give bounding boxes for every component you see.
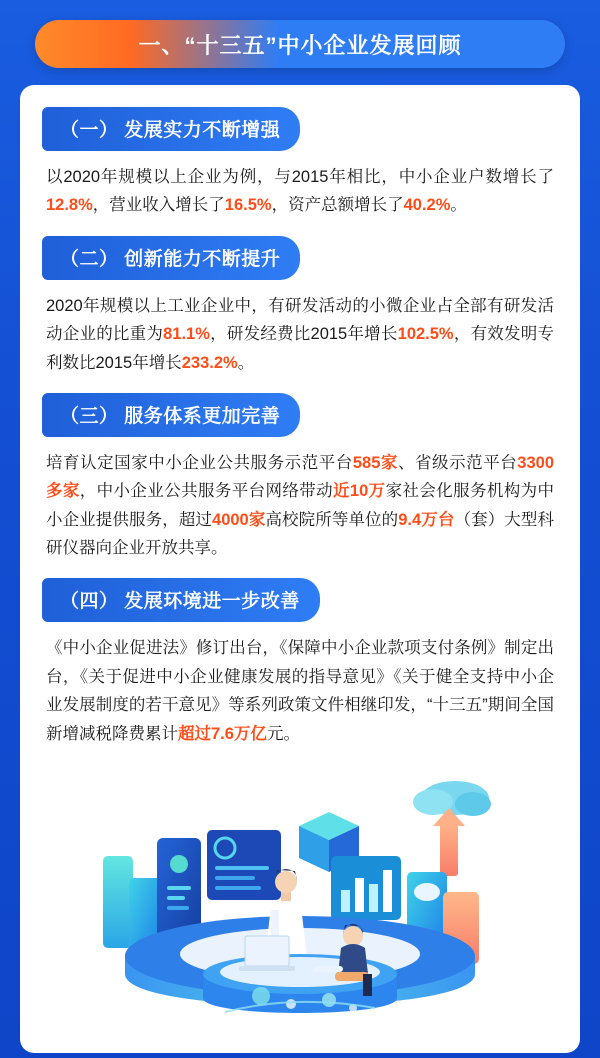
text-run: ，中小企业公共服务平台网络带动 xyxy=(79,482,334,501)
highlight-value: 16.5% xyxy=(224,196,272,215)
section-4 xyxy=(20,578,580,748)
laptop-icon xyxy=(239,936,295,971)
text-run: 、省级示范平台 xyxy=(397,453,518,472)
section-1-heading: （一） 发展实力不断增强 xyxy=(42,107,300,151)
section-4-body xyxy=(46,634,554,748)
spacer xyxy=(20,562,580,578)
section-2 xyxy=(20,236,580,377)
text-run: ，资产总额增长了 xyxy=(271,196,404,215)
text-run: 家社会化服务机构为中小企业提供服务，超过 xyxy=(46,482,555,529)
highlight-value: 585家 xyxy=(352,453,398,472)
arrow-up-icon xyxy=(433,808,465,876)
highlight-value: 102.5% xyxy=(397,325,454,344)
title-banner xyxy=(35,20,565,68)
highlight-value: 40.2% xyxy=(403,196,451,215)
section-1 xyxy=(20,107,580,220)
text-run: 培育认定国家中小企业公共服务示范平台 xyxy=(46,453,353,472)
text-run: ，研发经费比2015年增长 xyxy=(209,325,398,344)
text-run: 《中小企业促进法》修订出台，《保障中小企业款项支付条例》制定出台，《关于促进中小企业健康发展的指导意见》《关于健全支持中小企业发展制度的若干意见》等系列政策文件相继印发，“十三五”期间全国新增减税降费累计 xyxy=(46,639,554,743)
text-run: ，营业收入增长了 xyxy=(92,196,225,215)
page-title: 一、“十三五”中小企业发展回顾 xyxy=(138,32,462,58)
highlight-value: 81.1% xyxy=(163,325,210,344)
deco-block xyxy=(103,856,133,948)
text-run: （套）大型科研仪器向企业开放共享。 xyxy=(46,510,555,557)
text-run: ，有效发明专利数比2015年增长 xyxy=(46,325,554,372)
highlight-value: 超过7.6万亿 xyxy=(178,724,267,743)
section-3 xyxy=(20,393,580,563)
highlight-value: 12.8% xyxy=(46,196,93,215)
section-3-body xyxy=(46,449,554,563)
cloud-icon xyxy=(413,781,491,816)
deco-dot xyxy=(252,987,270,1005)
text-run: 以2020年规模以上企业为例，与2015年相比，中小企业户数增长了 xyxy=(46,168,554,186)
highlight-value: 4000家 xyxy=(212,510,266,529)
spacer xyxy=(20,377,580,393)
title-banner-container xyxy=(0,0,600,68)
highlight-value: 233.2% xyxy=(181,353,238,372)
highlight-value: 3300多家 xyxy=(46,453,555,501)
digital-service-platform-illustration xyxy=(85,760,515,1035)
deco-dot xyxy=(322,993,336,1007)
deco-dot xyxy=(286,999,296,1009)
section-2-body xyxy=(46,292,554,377)
section-4-heading: （四） 发展环境进一步改善 xyxy=(42,578,320,622)
text-run: 高校院所等单位的 xyxy=(265,510,399,529)
content-card xyxy=(20,85,580,1053)
section-3-heading: （三） 服务体系更加完善 xyxy=(42,393,300,437)
text-run: 。 xyxy=(450,196,467,215)
text-run: 。 xyxy=(237,353,255,372)
section-2-heading: （二） 创新能力不断提升 xyxy=(42,236,300,280)
highlight-value: 9.4万台 xyxy=(398,510,455,529)
text-run: 元。 xyxy=(266,724,300,743)
highlight-value: 近10万 xyxy=(333,482,386,501)
text-run: 2020年规模以上工业企业中，有研发活动的小微企业占全部有研发活动企业的比重为 xyxy=(46,296,554,344)
section-1-body xyxy=(46,163,554,220)
spacer xyxy=(20,220,580,236)
